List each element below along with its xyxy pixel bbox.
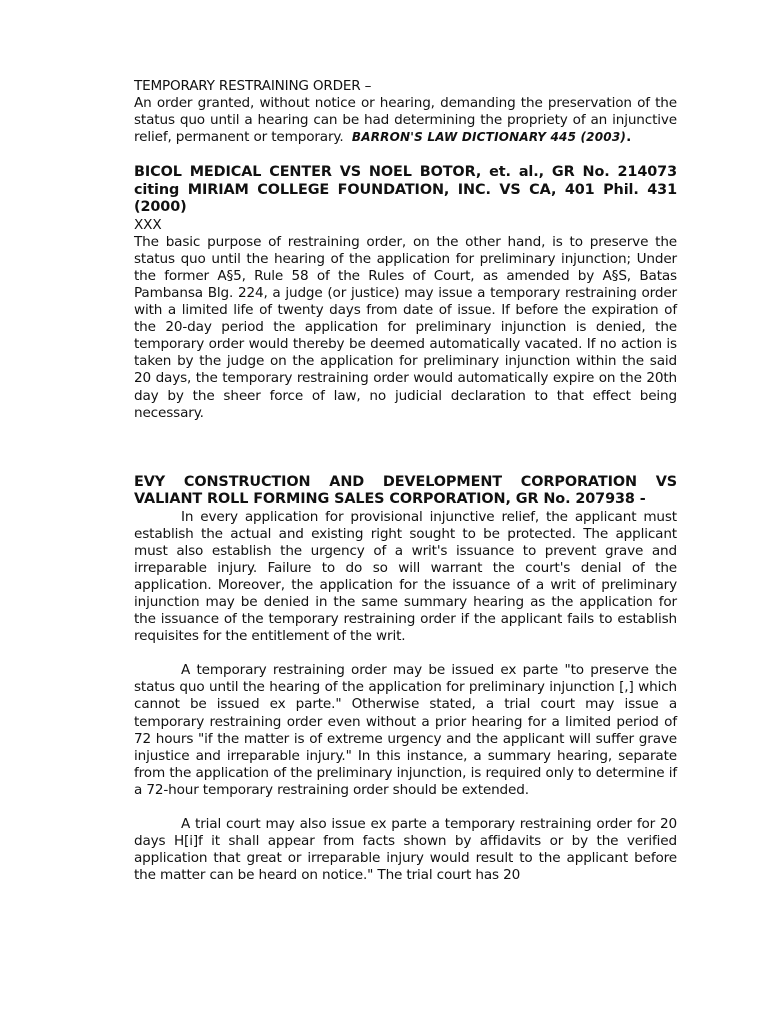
spacer — [134, 146, 677, 164]
evy-paragraph-2: A temporary restraining order may be issued ex parte "to preserve the status quo until the hearing of the application for preliminary injunction [,] which cannot be issued ex parte." Otherwise stated, a trial court may issue a temporary restraining order even without a prior hearing for a limited period of 72 hours "if the matter is of extreme urgency and the applicant will suffer grave injustice and irreparable injury." In this instance, a summary hearing, separate from the application of the preliminary injunction, is required only to determine if a 72-hour temporary restraining order should be extended. — [134, 662, 677, 798]
ellipsis-marker: XXX — [134, 216, 162, 233]
spacer — [134, 799, 677, 816]
citation-period: . — [626, 129, 632, 146]
spacer — [134, 645, 677, 662]
spacer — [134, 422, 677, 474]
tro-definition-paragraph — [134, 95, 677, 146]
tro-definition-text: An order granted, without notice or hearing, demanding the preservation of the status quo until a hearing can be had determining the propriety of an injunctive relief, permanent or temporary. — [134, 95, 677, 146]
barrons-citation: BARRON'S LAW DICTIONARY 445 (2003) — [351, 130, 627, 145]
case-title-evy: EVY CONSTRUCTION AND DEVELOPMENT CORPORATION VS VALIANT ROLL FORMING SALES CORPORATION, GR No. 207938 - — [134, 473, 677, 508]
section-heading-tro: TEMPORARY RESTRAINING ORDER – — [134, 78, 372, 94]
bicol-body-paragraph: The basic purpose of restraining order, on the other hand, is to preserve the status quo until the hearing of the application for preliminary injunction; Under the former A§5, Rule 58 of the Rules of Court, as amended by A§S, Batas Pambansa Blg. 224, a judge (or justice) may issue a temporary restraining order with a limited life of twenty days from date of issue. If before the expiration of the 20-day period the application for preliminary injunction is denied, the temporary order would thereby be deemed automatically vacated. If no action is taken by the judge on the application for preliminary injunction within the said 20 days, the temporary restraining order would automatically expire on the 20th day by the sheer force of law, no judicial declaration to that effect being necessary. — [134, 233, 677, 421]
case-title-bicol: BICOL MEDICAL CENTER VS NOEL BOTOR, et. al., GR No. 214073 citing MIRIAM COLLEGE FOUNDATION, INC. VS CA, 401 Phil. 431 (2000) — [134, 164, 677, 216]
evy-paragraph-3: A trial court may also issue ex parte a temporary restraining order for 20 days H[i]f it shall appear from facts shown by affidavits or by the verified application that great or irreparable injury would result to the applicant before the matter can be heard on notice." The trial court has 20 — [134, 816, 677, 884]
document-page — [134, 78, 677, 884]
evy-paragraph-1: In every application for provisional injunctive relief, the applicant must establish the actual and existing right sought to be protected. The applicant must also establish the urgency of a writ's issuance to prevent grave and irreparable injury. Failure to do so will warrant the court's denial of the application. Moreover, the application for the issuance of a writ of preliminary injunction may be denied in the same summary hearing as the application for the issuance of the temporary restraining order if the applicant fails to establish requisites for the entitlement of the writ. — [134, 508, 677, 645]
